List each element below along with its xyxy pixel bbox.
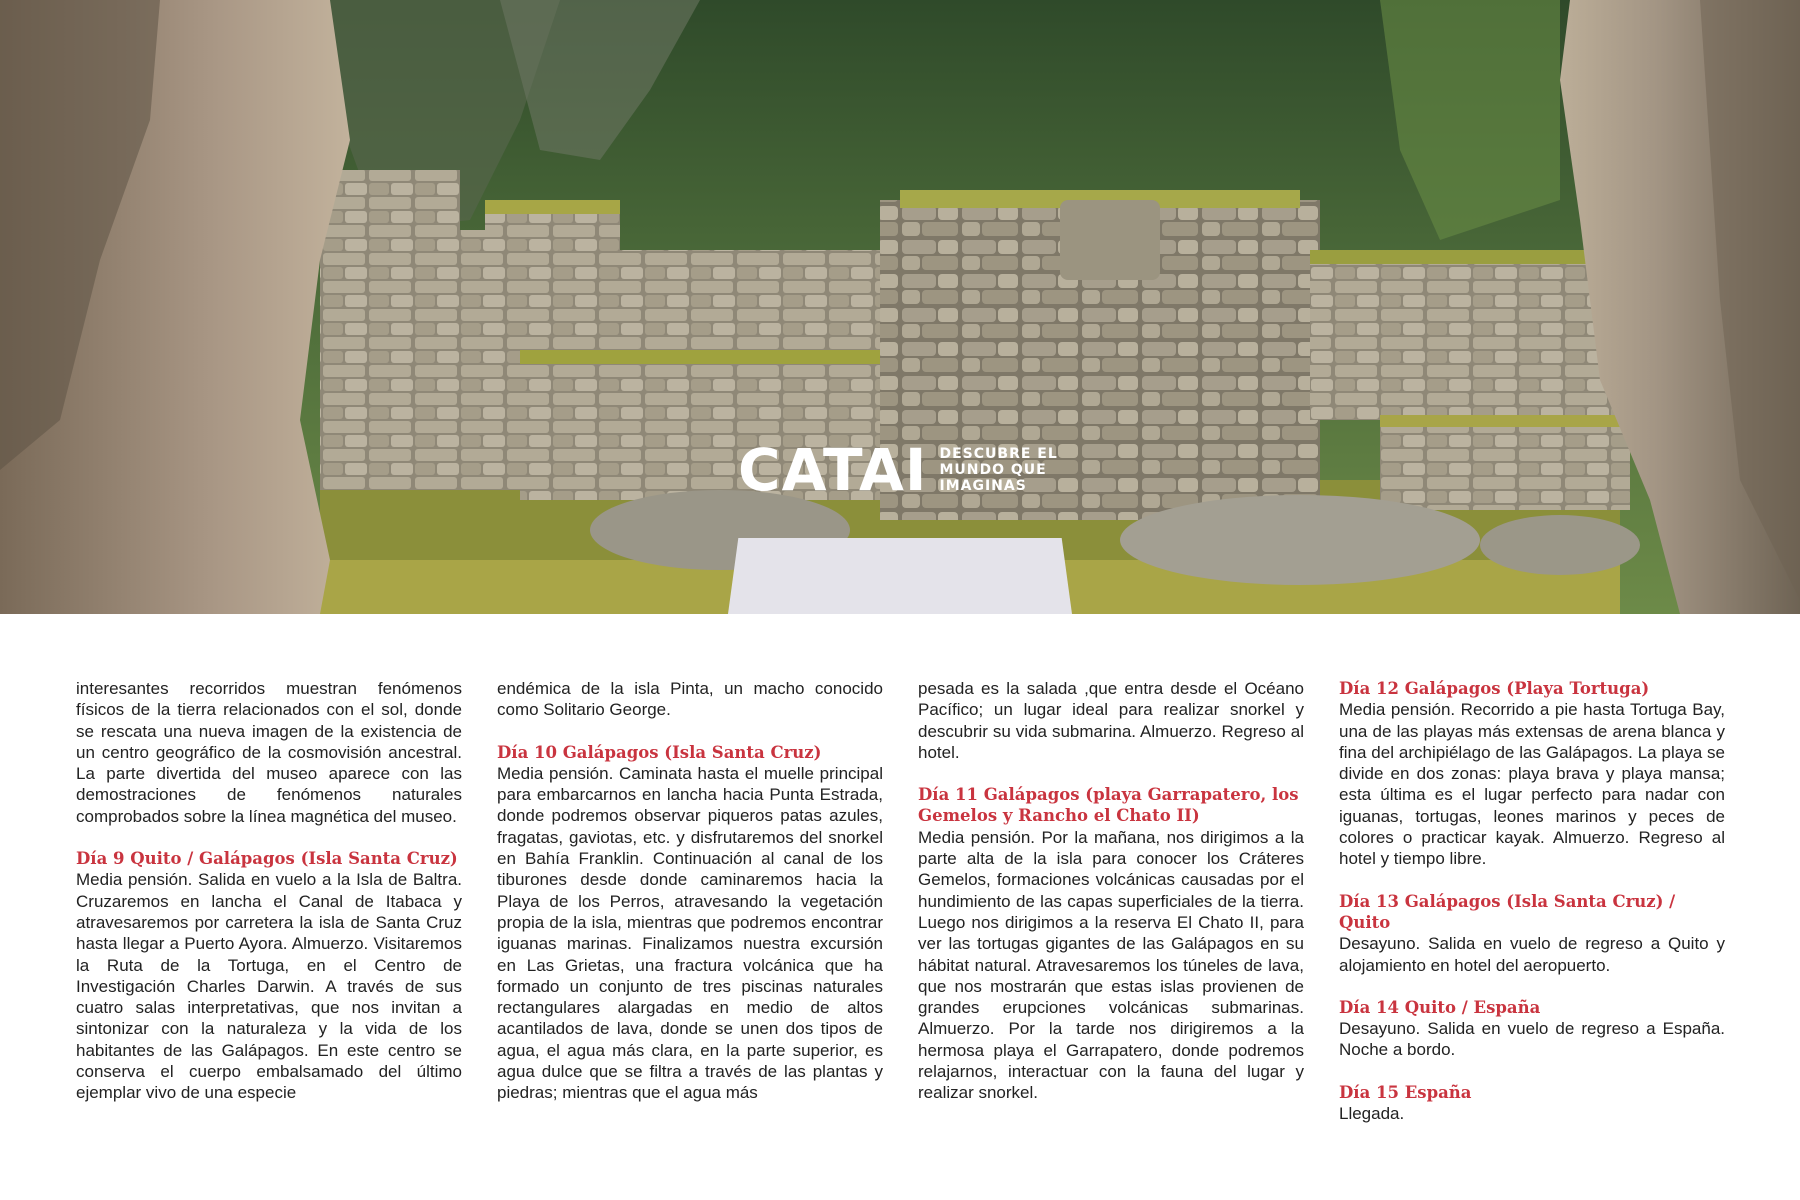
day-heading: Día 12 Galápagos (Playa Tortuga) xyxy=(1339,679,1650,698)
day-heading: Día 10 Galápagos (Isla Santa Cruz) xyxy=(497,742,822,762)
paragraph: Media pensión. Salida en vuelo a la Isla de Baltra. Cruzaremos en lancha el Canal de Itabaca y atravesaremos por carretera la isla de Santa Cruz hasta llegar a Puerto Ayora. Almuerzo. Visitaremos la Ruta de la Tortuga, en el Centro de Investigación Charles Darwin. A través de sus cuatro salas interpretativas, que nos invitan a sintonizar con la naturaleza y la vida de los habitantes de las Galápagos. En este centro se conserva el cuerpo embalsamado del último ejemplar vivo de una especie xyxy=(76,870,462,1103)
paragraph: Media pensión. Caminata hasta el muelle principal para embarcarnos en lancha hacia Punta Estrada, donde podremos observar piqueros patas azules, fragatas, gaviotas, etc. y disfrutaremos del snorkel en Bahía Franklin. Continuación al canal de los tiburones desde donde caminaremos hacia la Playa de los Perros, atravesando la vegetación propia de la isla, mientras que podremos encontrar iguanas marinas. Finalizamos nuestra excursión en Las Grietas, una fractura volcánica que ha formado un conjunto de tres piscinas naturales rectangulares alargadas en medio de altos acantilados de lava, donde se unen dos tipos de agua, el agua más clara, en la parte superior, es agua dulce que se filtra a través de las plantas y piedras; mientras que el agua más xyxy=(497,763,883,1103)
day-heading: Día 14 Quito / España xyxy=(1339,997,1541,1017)
day-heading: Día 15 España xyxy=(1339,1082,1472,1102)
paragraph: endémica de la isla Pinta, un macho conocido como Solitario George. xyxy=(497,679,883,720)
catai-logo xyxy=(738,436,1058,504)
paragraph: Llegada. xyxy=(1339,1104,1405,1124)
paragraph: Media pensión. Por la mañana, nos dirigimos a la parte alta de la isla para conocer los Cráteres Gemelos, formaciones volcánicas causadas por el hundimiento de las capas superficiales de la tierra. Luego nos dirigimos a la reserva El Chato II, para ver las tortugas gigantes de las Galápagos en su hábitat natural. Atravesaremos los túneles de lava, que nos mostrarán que estas islas provienen de grandes erupciones volcánicas submarinas. Almuerzo. Por la tarde nos dirigiremos a la hermosa playa el Garrapatero, donde podremos relajarnos, interactuar con la fauna del lugar y realizar snorkel. xyxy=(918,827,1304,1103)
logo-tagline-line: MUNDO QUE xyxy=(939,462,1047,478)
paragraph: pesada es la salada ,que entra desde el Océano Pacífico; un lugar ideal para realizar snorkel y descubrir su vida submarina. Almuerzo. Regreso al hotel. xyxy=(918,679,1304,762)
day-heading: Día 13 Galápagos (Isla Santa Cruz) / Quito xyxy=(1339,891,1676,932)
paragraph: Desayuno. Salida en vuelo de regreso a Quito y alojamiento en hotel del aeropuerto. xyxy=(1339,934,1725,975)
paragraph: Desayuno. Salida en vuelo de regreso a España. Noche a bordo. xyxy=(1339,1019,1725,1060)
text-column-1 xyxy=(76,678,462,1104)
paragraph: Media pensión. Recorrido a pie hasta Tortuga Bay, una de las playas más extensas de arena blanca y fina del archipiélago de las Galápagos. La playa se divide en dos zonas: playa brava y playa mansa; esta última es el lugar perfecto para nadar con iguanas, tortugas, leones marinos y peces de colores o practicar kayak. Almuerzo. Regreso al hotel y tiempo libre. xyxy=(1339,700,1725,869)
decorative-tab xyxy=(728,538,1072,614)
paragraph: interesantes recorridos muestran fenómenos físicos de la tierra relacionados con el sol, donde se rescata una nueva imagen de la existencia de un centro geográfico de la cosmovisión ancestral. La parte divertida del museo aparece con las demostraciones de fenómenos naturales comprobados sobre la línea magnética del museo. xyxy=(76,679,462,826)
day-heading: Día 11 Galápagos (playa Garrapatero, los Gemelos y Rancho el Chato II) xyxy=(918,785,1299,826)
day-heading: Día 9 Quito / Galápagos (Isla Santa Cruz) xyxy=(76,849,458,869)
text-column-2 xyxy=(497,678,883,1104)
logo-tagline xyxy=(939,446,1057,494)
logo-tagline-line: IMAGINAS xyxy=(939,478,1027,494)
text-column-4 xyxy=(1339,678,1725,1124)
itinerary-columns xyxy=(76,678,1726,1148)
text-column-3 xyxy=(918,678,1304,1104)
logo-tagline-line: DESCUBRE EL xyxy=(939,446,1058,462)
logo-wordmark: CATAI xyxy=(738,436,928,504)
